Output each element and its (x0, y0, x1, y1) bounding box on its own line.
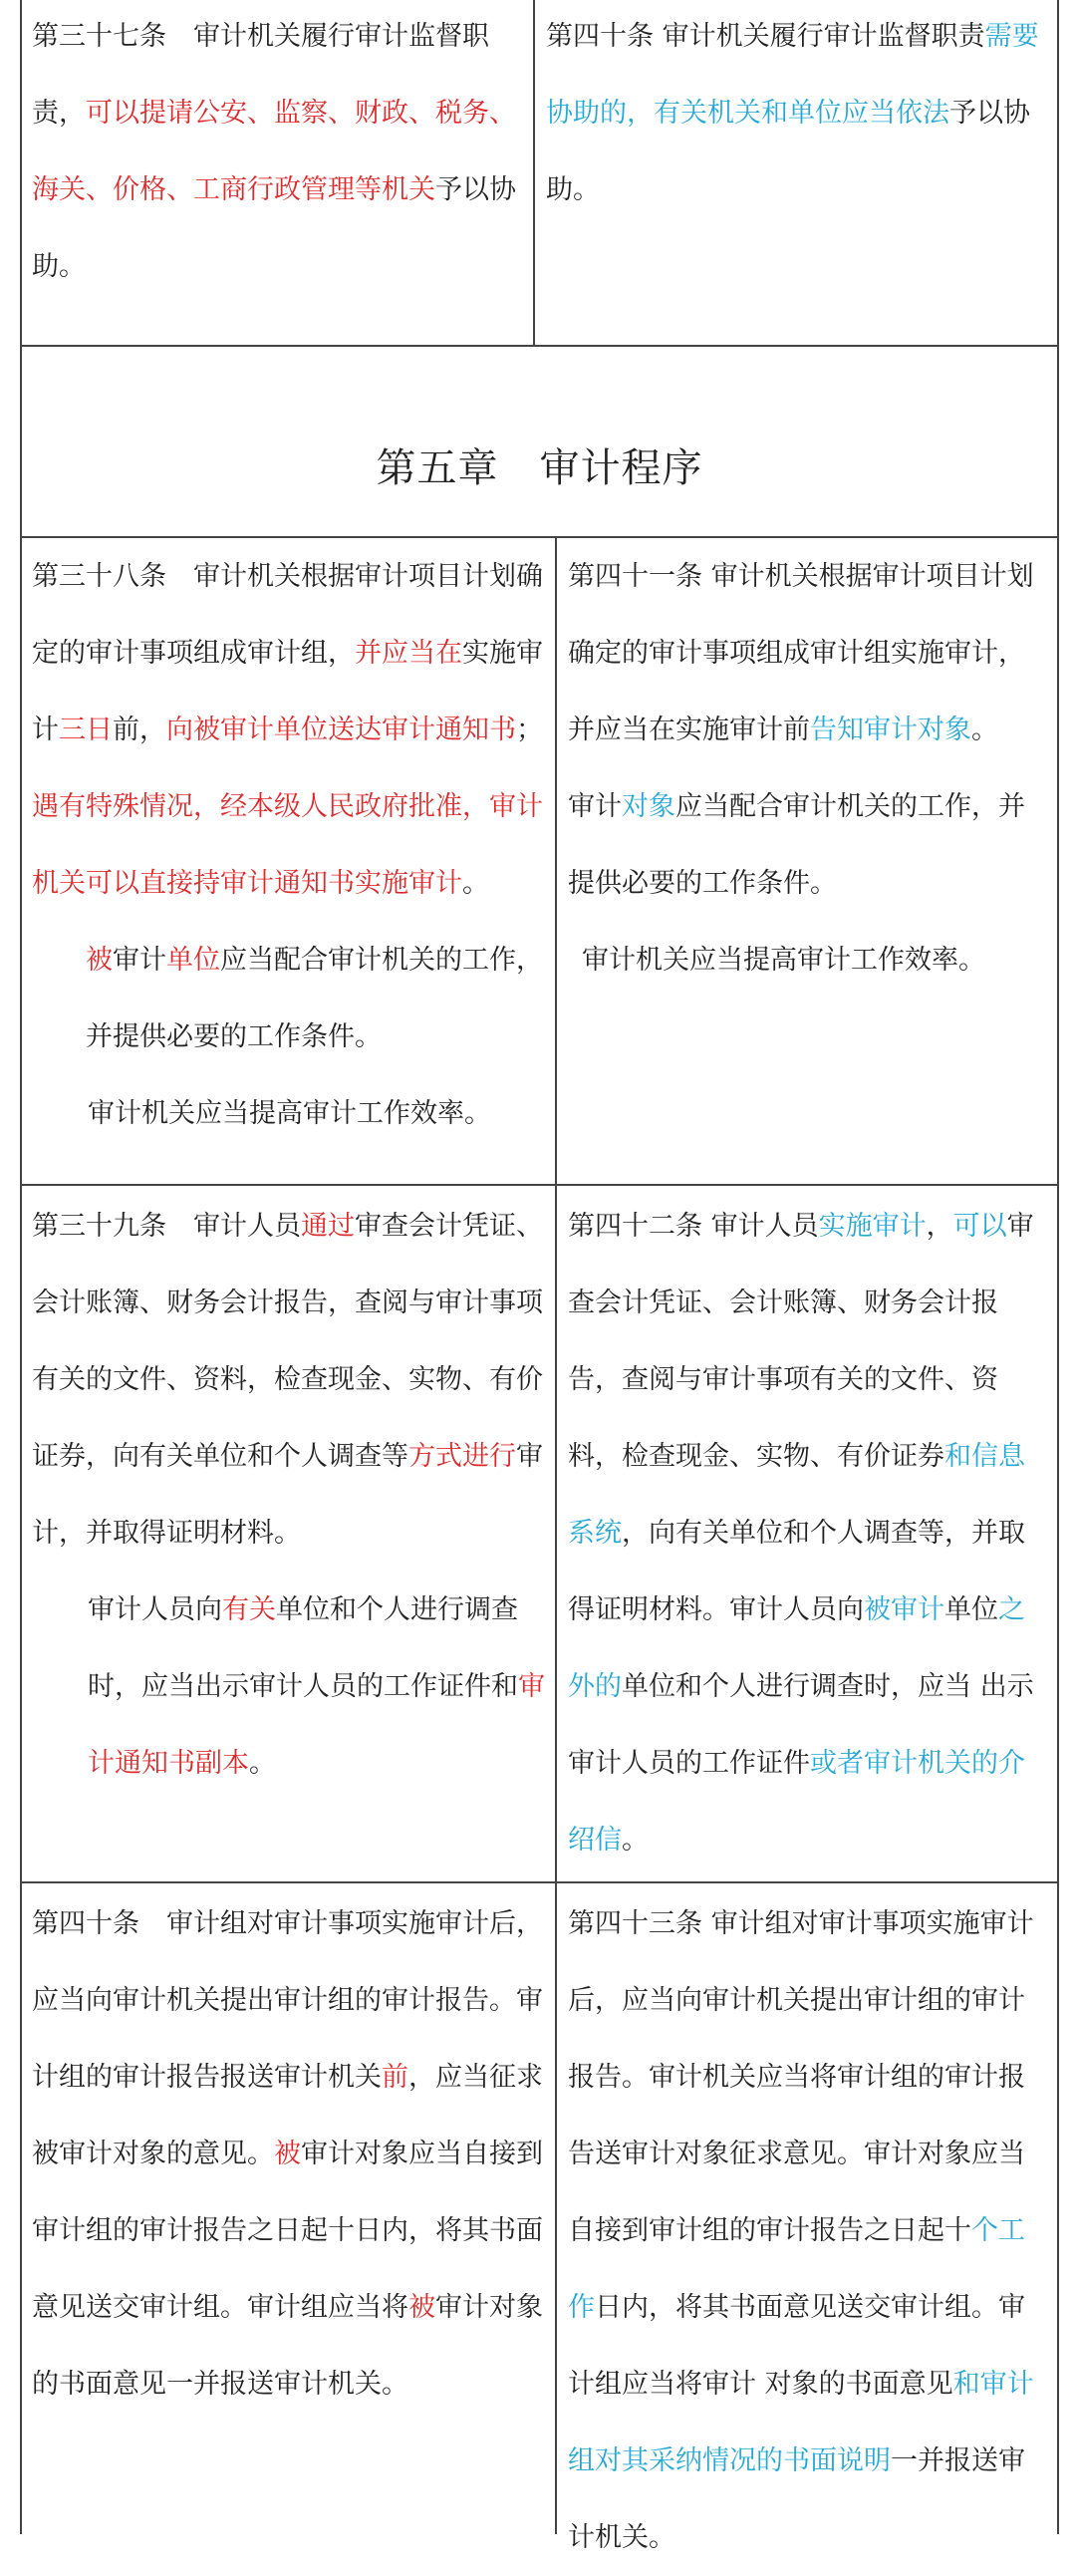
article-text: 。 (622, 1825, 649, 1856)
column-divider (555, 536, 557, 2534)
chapter-title: 第五章 审计程序 (376, 444, 703, 491)
article-text: ； (516, 715, 543, 745)
article-paragraph (32, 1075, 548, 1152)
article-text: 应当配合审计机关的工作，并提供必要的工作条件。 (568, 791, 1025, 899)
article-text: 单位和个人进行调查时，应当出示审计人员的工作证件和 (88, 1594, 518, 1702)
new-article-43 (568, 1885, 1046, 2576)
article-text: 审查会计凭证、会计账簿、财务会计报告，查阅与审计事项有关的文件、资料，检查现金、实物、有价证券 (568, 1211, 1034, 1472)
article-text: 第四十一条 审计机关根据审计项目计划确定的审计事项组成审计组实施审计，并应当在实施审计前 (568, 561, 1034, 745)
article-text: 前， (113, 715, 166, 745)
article-text: 。 (462, 868, 489, 899)
article-text: 单位和个人进行调查时，应当 出示审计人员的工作证件 (568, 1671, 1034, 1779)
added-text: 个工作 (568, 2215, 1025, 2323)
removed-text: 审计通知书副本 (88, 1671, 545, 1779)
article-text: 予以协助。 (546, 98, 1030, 205)
new-article-40 (546, 0, 1046, 228)
old-article-39 (32, 1188, 548, 1802)
article-text: 单位 (944, 1594, 998, 1625)
article-text: 审计 (568, 791, 622, 822)
added-text: 之外的 (568, 1594, 1025, 1702)
article-text: 第四十条 审计机关履行审计监督职责 (546, 21, 985, 52)
article-text: 日内，将其书面意见送交审计组。审计组应当将审计 对象的书面意见 (568, 2292, 1025, 2400)
article-paragraph (32, 1885, 548, 2423)
article-text: 第四十条 审计组对审计事项实施审计后，应当向审计机关提出审计组的审计报告。审计组的审计报告报送审计机关 (32, 1908, 543, 2093)
article-text: 予以协助。 (32, 174, 516, 282)
new-article-41 (568, 538, 1046, 999)
row-divider (20, 1184, 1059, 1186)
article-text: 审计 (113, 945, 166, 976)
article-text: ，应当征求被审计对象的意见。 (32, 2062, 543, 2169)
article-text: 审计机关应当提高审计工作效率。 (88, 1098, 491, 1129)
added-text: 和审计组对其采纳情况的书面说明 (568, 2369, 1034, 2476)
article-paragraph (568, 768, 1046, 922)
removed-text: 被 (408, 2292, 435, 2323)
article-text: ， (926, 1211, 953, 1242)
article-paragraph (568, 922, 1046, 999)
removed-text: 遇有特殊情况，经本级人民政府批准，审计机关可以直接持审计通知书实施审计 (32, 791, 543, 899)
article-text: 第三十七条 审计机关履行审计监督职责， (32, 21, 489, 129)
article-paragraph (568, 1885, 1046, 2576)
removed-text: 向被审计单位送达审计通知书 (166, 715, 516, 745)
old-article-38 (32, 538, 548, 1152)
added-text: 实施审计 (818, 1211, 927, 1242)
article-text: 第三十八条 审计机关根据审计项目计划确定的审计事项组成审计组， (32, 561, 543, 669)
added-text: 被审计 (864, 1594, 944, 1625)
removed-text: 并应当在 (355, 638, 462, 669)
article-text: 第四十三条 审计组对审计事项实施审计后，应当向审计机关提出审计组的审计报告。审计机关应当将审计组的审计报告送审计对象征求意见。审计对象应当自接到审计组的审计报告之日起十 (568, 1908, 1034, 2246)
added-text: 对象 (622, 791, 675, 822)
removed-text: 被 (274, 2139, 301, 2169)
article-paragraph (32, 1188, 548, 1572)
removed-text: 前 (382, 2062, 408, 2093)
article-text: 审计对象的书面意见一并报送审计机关。 (32, 2292, 543, 2400)
added-text: 告知审计对象 (810, 715, 971, 745)
added-text: 需要协助的，有关机关和单位应当依法 (546, 21, 1039, 129)
removed-text: 有关 (222, 1594, 276, 1625)
article-paragraph (568, 1188, 1046, 1878)
added-text: 和信息系统 (568, 1441, 1025, 1549)
removed-text: 可以提请公安、监察、财政、税务、海关、价格、工商行政管理等机关 (32, 98, 516, 205)
added-text: 或者审计机关的介绍信 (568, 1748, 1025, 1856)
new-article-42 (568, 1188, 1046, 1878)
article-paragraph (32, 538, 548, 922)
article-paragraph (32, 0, 526, 305)
old-article-37 (32, 0, 526, 305)
article-text: 一并报送审计机关。 (568, 2445, 1025, 2553)
article-text: 审计，并取得证明材料。 (32, 1441, 543, 1549)
removed-text: 方式进行 (408, 1441, 516, 1472)
row-divider (20, 1881, 1059, 1883)
article-text: 审计对象应当自接到审计组的审计报告之日起十日内，将其书面意见送交审计组。审计组应当将 (32, 2139, 543, 2323)
article-text: 第三十九条 审计人员 (32, 1211, 301, 1242)
removed-text: 三日 (59, 715, 113, 745)
article-text: ，向有关单位和个人调查等，并取得证明材料。审计人员向 (568, 1518, 1025, 1625)
old-article-40 (32, 1885, 548, 2423)
article-paragraph (32, 922, 548, 1075)
removed-text: 通过 (301, 1211, 355, 1242)
article-text: 审查会计凭证、会计账簿、财务会计报告，查阅与审计事项有关的文件、资料，检查现金、实物、有价证券，向有关单位和个人调查等 (32, 1211, 543, 1472)
article-text: 审计人员向 (88, 1594, 222, 1625)
article-text: 应当配合审计机关的工作，并提供必要的工作条件。 (86, 945, 543, 1052)
article-text: 。 (971, 715, 998, 745)
article-text: 。 (249, 1748, 276, 1779)
article-paragraph (546, 0, 1046, 228)
removed-text: 单位 (166, 945, 220, 976)
removed-text: 被 (86, 945, 113, 976)
article-text: 第四十二条 审计人员 (568, 1211, 819, 1242)
article-text: 审计机关应当提高审计工作效率。 (582, 945, 985, 976)
article-text: 实施审计 (32, 638, 543, 745)
added-text: 可以 (952, 1211, 1007, 1242)
article-paragraph (32, 1572, 548, 1802)
article-paragraph (568, 538, 1046, 768)
column-divider (533, 0, 535, 345)
